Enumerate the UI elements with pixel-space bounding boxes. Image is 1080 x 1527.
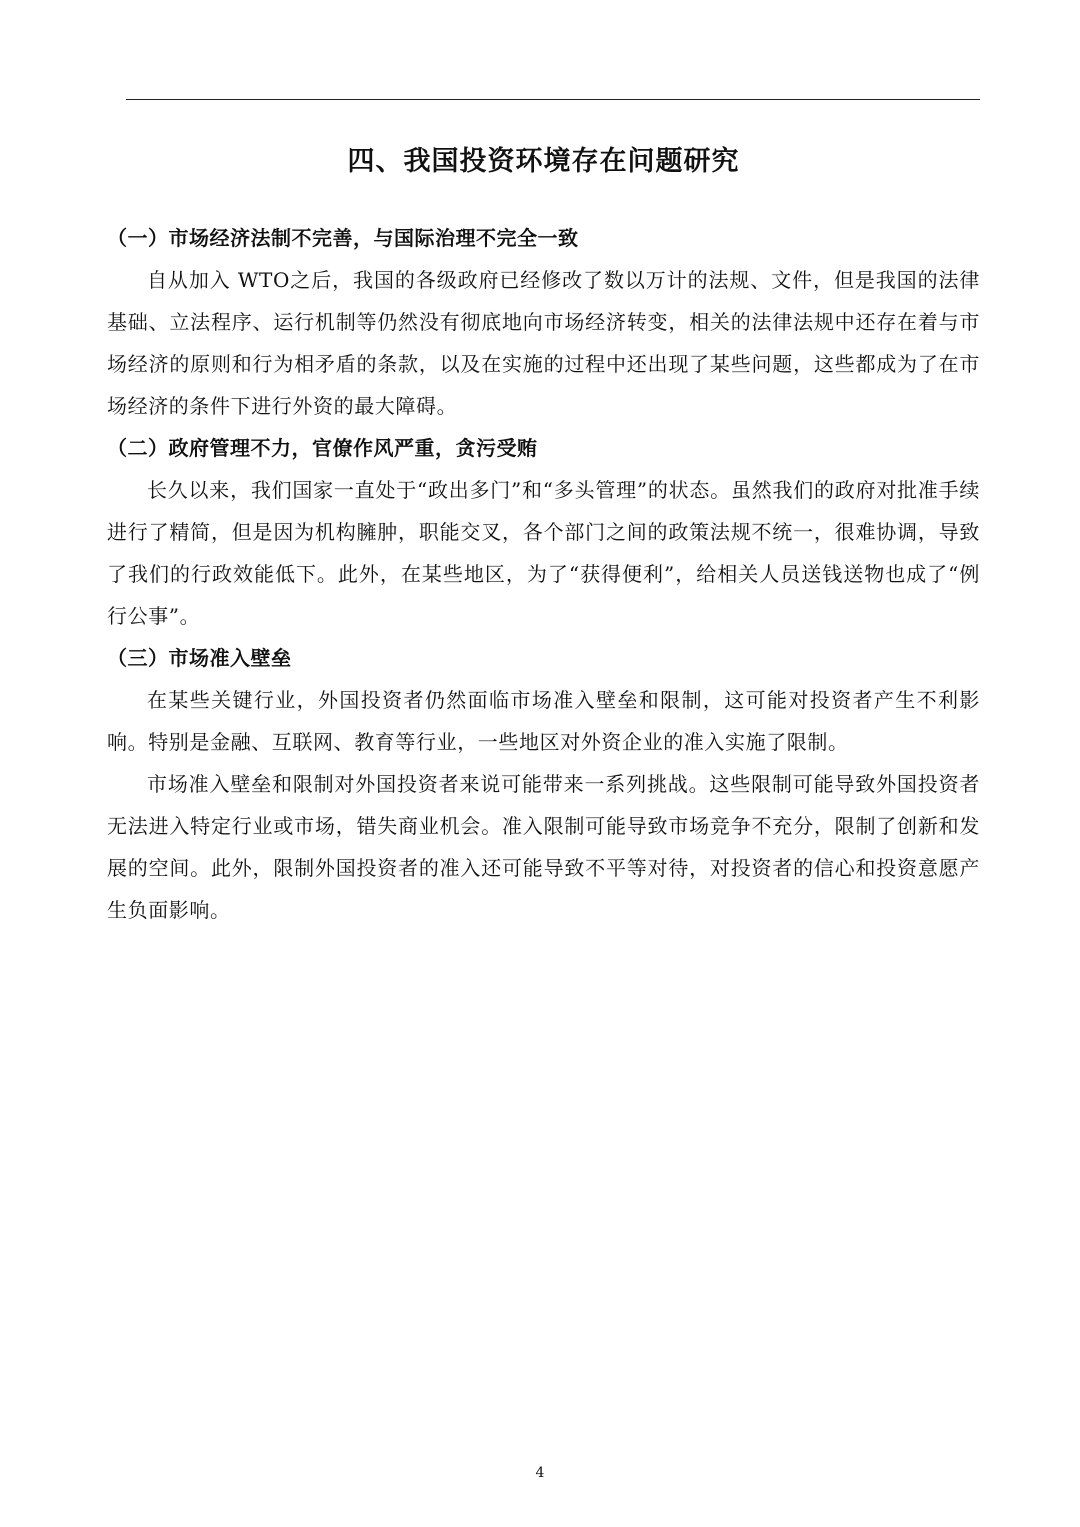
- paragraph: 自从加入 WTO之后，我国的各级政府已经修改了数以万计的法规、文件，但是我国的法律基础、立法程序、运行机制等仍然没有彻底地向市场经济转变，相关的法律法规中还存在着与市场经济的原则和行为相矛盾的条款，以及在实施的过程中还出现了某些问题，这些都成为了在市场经济的条件下进行外资的最大障碍。: [107, 268, 980, 418]
- paragraph: 在某些关键行业，外国投资者仍然面临市场准入壁垒和限制，这可能对投资者产生不利影响。特别是金融、互联网、教育等行业，一些地区对外资企业的准入实施了限制。: [107, 688, 980, 754]
- section-heading: （一）市场经济法制不完善，与国际治理不完全一致: [107, 226, 579, 250]
- page-title: 四、我国投资环境存在问题研究: [347, 146, 740, 177]
- document-body: [107, 217, 980, 931]
- paragraph: 长久以来，我们国家一直处于“政出多门”和“多头管理”的状态。虽然我们的政府对批准手续进行了精简，但是因为机构臃肿，职能交叉，各个部门之间的政策法规不统一，很难协调，导致了我们的行政效能低下。此外，在某些地区，为了“获得便利”，给相关人员送钱送物也成了“例行公事”。: [107, 478, 980, 628]
- paragraph: 市场准入壁垒和限制对外国投资者来说可能带来一系列挑战。这些限制可能导致外国投资者无法进入特定行业或市场，错失商业机会。准入限制可能导致市场竞争不充分，限制了创新和发展的空间。此外，限制外国投资者的准入还可能导致不平等对待，对投资者的信心和投资意愿产生负面影响。: [107, 772, 980, 922]
- section-2: [107, 427, 980, 637]
- page-number: 4: [535, 1465, 545, 1481]
- section-3: [107, 637, 980, 931]
- section-1: [107, 217, 980, 427]
- header-rule: [126, 99, 980, 100]
- section-heading: （二）政府管理不力，官僚作风严重，贪污受贿: [107, 436, 538, 460]
- section-heading: （三）市场准入壁垒: [107, 646, 292, 670]
